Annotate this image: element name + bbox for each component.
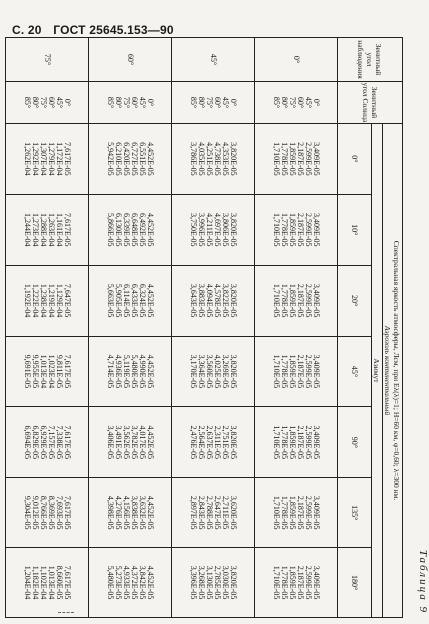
sun-angle: 45°	[55, 96, 64, 109]
value: 4,714E-05	[106, 354, 115, 389]
value: 6,420E-05	[122, 142, 131, 176]
value: 2,785E-05	[213, 565, 222, 600]
sun-angle: 85°	[23, 96, 32, 109]
view-angle-cell: 45°	[172, 38, 255, 82]
sun-angle: 60°	[130, 96, 139, 109]
value: 3,820E-05	[229, 212, 238, 247]
value: 2,843E-05	[197, 495, 206, 530]
value: 3,820E-05	[229, 565, 238, 600]
sun-angle: 80°	[114, 96, 123, 109]
value: 5,866E-05	[106, 212, 115, 247]
value: 1,710E-05	[272, 142, 281, 176]
value: 1,778E-05	[280, 565, 289, 600]
page-number: С. 20	[12, 23, 42, 37]
value: 7,338E-05	[55, 425, 64, 460]
value: 7,617E-05	[63, 354, 72, 389]
value: 9,304E-05	[23, 495, 32, 530]
value: 4,035E-05	[197, 142, 206, 176]
value: 9,955E-05	[31, 354, 40, 389]
value-cell	[255, 123, 338, 194]
value: 5,480E-05	[106, 565, 115, 600]
value-cell	[89, 407, 172, 478]
value: 3,842E-05	[138, 565, 147, 600]
value: 5,663E-05	[106, 283, 115, 318]
value: 3,409E-05	[312, 495, 321, 530]
document-code: ГОСТ 25645.153—90	[53, 23, 174, 37]
sun-angle: 0°	[312, 98, 321, 107]
value: 1,859E-05	[288, 354, 297, 389]
value: 5,119E-05	[122, 354, 131, 389]
value: 5,480E-05	[130, 354, 139, 389]
value-cell	[89, 265, 172, 336]
value: 1,172E-04	[55, 142, 64, 176]
sun-angle: 75°	[39, 96, 48, 109]
value: 3,409E-05	[312, 283, 321, 318]
value: 1,182E-04	[31, 565, 40, 600]
value: 9,012E-05	[31, 495, 40, 530]
value: 6,324E-05	[138, 283, 147, 318]
value: 3,269E-05	[221, 354, 230, 389]
value: 8,660E-05	[55, 565, 64, 600]
value: 3,409E-05	[312, 212, 321, 247]
value: 1,262E-04	[23, 142, 32, 176]
sun-angle: 75°	[288, 96, 297, 109]
value-cell	[172, 123, 255, 194]
value: 2,637E-05	[205, 425, 214, 460]
value: 7,647E-05	[63, 283, 72, 318]
value-cell	[255, 265, 338, 336]
value: 7,617E-05	[63, 495, 72, 530]
value: 2,187E-05	[296, 142, 305, 176]
sun-angles-cell	[89, 81, 172, 123]
value: 1,023E-04	[47, 354, 56, 389]
sun-angles-cell	[255, 81, 338, 123]
view-angle-cell: 75°	[6, 38, 89, 82]
azimuth-col-header: 135°	[338, 478, 372, 548]
value: 1,013E-04	[39, 354, 48, 389]
value: 1,102E-04	[39, 565, 48, 600]
value: 3,409E-05	[312, 425, 321, 460]
sun-angle: 45°	[138, 96, 147, 109]
value: 3,820E-05	[229, 425, 238, 460]
azimuth-col-header: 20°	[338, 265, 372, 336]
sun-angle: 0°	[146, 98, 155, 107]
rotated-table-block	[5, 37, 429, 618]
value: 1,778E-05	[280, 142, 289, 176]
table-group-row	[255, 38, 338, 618]
view-angle-cell: 0°	[255, 38, 338, 82]
value: 2,751E-05	[221, 425, 230, 460]
value: 9,691E-05	[23, 354, 32, 389]
value: 1,710E-05	[272, 565, 281, 600]
value-cell	[89, 336, 172, 407]
value: 6,210E-05	[114, 142, 123, 176]
value: 1,279E-04	[47, 142, 56, 176]
value-cell	[172, 336, 255, 407]
value: 2,187E-05	[296, 354, 305, 389]
value: 5,942E-05	[106, 142, 115, 176]
value: 3,364E-05	[197, 354, 206, 389]
value: 3,643E-05	[189, 283, 198, 318]
value: 2,599E-05	[304, 495, 313, 530]
value: 1,307E-04	[39, 142, 48, 176]
value: 3,996E-05	[197, 212, 206, 247]
value: 1,859E-05	[288, 283, 297, 318]
value: 3,560E-05	[205, 354, 214, 389]
value: 6,130E-05	[114, 212, 123, 247]
value: 3,491E-05	[114, 425, 123, 460]
sun-angle: 60°	[47, 96, 56, 109]
value-cell	[89, 123, 172, 194]
table-title-line1: Спектральная яркость атмосферы, Лсм, при Еλ(λ)=1; Н=60 км, φ=0,60; λ=300 нм.	[392, 240, 402, 501]
value: 2,187E-05	[296, 565, 305, 600]
value-cell	[6, 478, 89, 548]
value: 7,617E-05	[63, 212, 72, 247]
value: 1,710E-05	[272, 495, 281, 530]
sun-angle: 45°	[304, 96, 313, 109]
value: 1,192E-04	[23, 283, 32, 318]
value: 3,406E-05	[106, 425, 115, 460]
value: 2,599E-05	[304, 354, 313, 389]
value: 9,811E-05	[55, 354, 64, 389]
value: 6,492E-05	[138, 212, 147, 247]
value: 1,859E-05	[288, 425, 297, 460]
value: 2,564E-05	[197, 425, 206, 460]
value: 4,094E-05	[205, 283, 214, 318]
value: 4,372E-05	[130, 565, 139, 600]
value: 3,409E-05	[312, 354, 321, 389]
sun-angle: 0°	[229, 98, 238, 107]
value: 2,187E-05	[296, 495, 305, 530]
value: 3,820E-05	[229, 354, 238, 389]
value: 3,820E-05	[229, 142, 238, 176]
value: 1,263E-04	[47, 212, 56, 247]
value: 1,778E-05	[280, 212, 289, 247]
value-cell	[6, 265, 89, 336]
value: 4,990E-05	[138, 354, 147, 389]
value: 1,778E-05	[280, 354, 289, 389]
value: 2,187E-05	[296, 212, 305, 247]
value: 4,697E-05	[213, 212, 222, 247]
value: 3,822E-05	[221, 283, 230, 318]
value: 7,617E-05	[63, 425, 72, 460]
view-angle-cell: 60°	[89, 38, 172, 82]
value: 3,562E-05	[122, 425, 131, 460]
value: 1,292E-04	[31, 142, 40, 176]
value: 3,030E-05	[221, 565, 230, 600]
value: 1,859E-05	[288, 142, 297, 176]
value-cell	[6, 548, 89, 618]
value: 3,409E-05	[312, 565, 321, 600]
value: 6,694E-05	[23, 425, 32, 460]
table-title	[383, 123, 403, 617]
value: 2,599E-05	[304, 212, 313, 247]
value: 1,288E-04	[39, 212, 48, 247]
value-cell	[6, 407, 89, 478]
sun-angle: 75°	[205, 96, 214, 109]
value: 1,219E-04	[47, 283, 56, 318]
value: 4,452E-05	[146, 495, 155, 530]
value: 3,750E-05	[189, 212, 198, 247]
value: 4,936E-05	[114, 354, 123, 389]
value: 3,632E-05	[138, 495, 147, 530]
value: 7,617E-05	[63, 142, 72, 176]
sun-angles-cell	[6, 81, 89, 123]
value: 1,710E-05	[272, 212, 281, 247]
value-cell	[172, 407, 255, 478]
value: 7,617E-05	[63, 565, 72, 600]
value: 1,859E-05	[288, 565, 297, 600]
value: 4,452E-05	[146, 212, 155, 247]
value: 3,396E-05	[189, 565, 198, 600]
value: 1,710E-05	[272, 354, 281, 389]
value: 7,693E-05	[55, 495, 64, 530]
value-cell	[172, 548, 255, 618]
value: 4,933E-05	[122, 565, 131, 600]
value: 6,727E-05	[130, 142, 139, 176]
value: 1,710E-05	[272, 283, 281, 318]
value: 2,647E-05	[213, 495, 222, 530]
sun-angle: 75°	[122, 96, 131, 109]
sun-angle: 60°	[296, 96, 305, 109]
value: 6,339E-05	[122, 212, 131, 247]
table-group-row	[172, 38, 255, 618]
value-cell	[6, 194, 89, 265]
value-cell	[255, 194, 338, 265]
value: 2,599E-05	[304, 142, 313, 176]
value: 4,353E-05	[221, 142, 230, 176]
footer-rule	[58, 612, 74, 613]
value-cell	[6, 336, 89, 407]
sun-angle: 85°	[106, 96, 115, 109]
value-cell	[172, 194, 255, 265]
sun-angle: 60°	[213, 96, 222, 109]
table-group-row	[6, 38, 89, 618]
value-cell	[89, 548, 172, 618]
table-title-line2: Аэрозоль континентальный	[383, 325, 393, 416]
value: 6,551E-05	[138, 142, 147, 176]
sun-angle: 80°	[280, 96, 289, 109]
value: 3,268E-05	[197, 565, 206, 600]
value-cell	[89, 478, 172, 548]
value: 4,452E-05	[146, 142, 155, 176]
value: 6,433E-05	[130, 283, 139, 318]
value: 4,156E-05	[122, 495, 131, 530]
sun-angle: 80°	[31, 96, 40, 109]
value: 4,452E-05	[146, 283, 155, 318]
value: 1,238E-04	[39, 283, 48, 318]
value: 1,778E-05	[280, 425, 289, 460]
sun-angle: 80°	[197, 96, 206, 109]
value: 2,187E-05	[296, 425, 305, 460]
sun-angle: 85°	[272, 96, 281, 109]
value-cell	[6, 123, 89, 194]
value-cell	[89, 194, 172, 265]
value: 1,013E-04	[47, 565, 56, 600]
value: 1,204E-04	[23, 565, 32, 600]
value: 4,398E-05	[106, 495, 115, 530]
value: 2,711E-05	[221, 496, 230, 530]
azimuth-header: Азимут	[372, 123, 383, 617]
value: 1,161E-04	[55, 212, 64, 247]
azimuth-col-header: 10°	[338, 194, 372, 265]
value: 2,788E-05	[205, 495, 214, 530]
value: 7,157E-05	[47, 425, 56, 460]
value-cell	[255, 548, 338, 618]
col-view-angle-header: Зенитный угол наблюдения	[338, 38, 403, 82]
sun-angle: 0°	[63, 98, 72, 107]
value: 2,897E-05	[189, 495, 198, 530]
value: 4,452E-05	[146, 565, 155, 600]
value: 1,859E-05	[288, 212, 297, 247]
value: 2,599E-05	[304, 283, 313, 318]
value: 1,222E-04	[31, 283, 40, 318]
value: 1,778E-05	[280, 283, 289, 318]
sun-angle: 85°	[189, 96, 198, 109]
value: 3,883E-05	[197, 283, 206, 318]
value: 3,782E-05	[130, 425, 139, 460]
value: 8,369E-05	[47, 495, 56, 530]
value-cell	[255, 407, 338, 478]
value: 6,648E-05	[130, 212, 139, 247]
value: 3,130E-05	[205, 565, 214, 600]
value: 3,838E-05	[130, 495, 139, 530]
value: 2,599E-05	[304, 425, 313, 460]
value: 6,829E-05	[31, 425, 40, 460]
table-label: Таблица 9	[417, 549, 429, 614]
value: 5,905E-05	[114, 283, 123, 318]
value: 4,017E-05	[138, 425, 147, 460]
value: 4,738E-05	[213, 142, 222, 176]
value: 2,599E-05	[304, 565, 313, 600]
value: 1,244E-04	[23, 212, 32, 247]
value: 2,187E-05	[296, 283, 305, 318]
value: 3,820E-05	[229, 283, 238, 318]
value: 4,578E-05	[213, 283, 222, 318]
value-cell	[255, 478, 338, 548]
value: 6,929E-05	[39, 425, 48, 460]
value: 6,114E-05	[122, 283, 131, 318]
value-cell	[172, 265, 255, 336]
value: 3,786E-05	[189, 142, 198, 176]
value: 4,211E-05	[205, 213, 214, 247]
col-sun-angle-header: Зенитный угол Солнца	[338, 81, 403, 123]
value: 2,311E-05	[213, 425, 222, 459]
azimuth-col-header: 90°	[338, 407, 372, 478]
value-cell	[172, 478, 255, 548]
value-cell	[255, 336, 338, 407]
data-table	[5, 37, 403, 618]
sun-angle: 45°	[221, 96, 230, 109]
value: 3,806E-05	[221, 212, 230, 247]
sun-angles-cell	[172, 81, 255, 123]
value: 3,620E-05	[229, 495, 238, 530]
value: 4,251E-05	[205, 142, 214, 176]
value: 5,273E-05	[114, 565, 123, 600]
value: 4,452E-05	[146, 354, 155, 389]
value: 3,409E-05	[312, 142, 321, 176]
value: 1,710E-05	[272, 425, 281, 460]
value: 1,859E-05	[288, 495, 297, 530]
azimuth-col-header: 45°	[338, 336, 372, 407]
table-group-row	[89, 38, 172, 618]
value: 1,273E-04	[31, 212, 40, 247]
value: 1,778E-05	[280, 495, 289, 530]
value: 1,129E-04	[55, 283, 64, 318]
page-header	[12, 23, 174, 37]
value: 4,452E-05	[146, 425, 155, 460]
value: 8,766E-05	[39, 495, 48, 530]
azimuth-col-header: 180°	[338, 548, 372, 618]
value: 4,025E-05	[213, 354, 222, 389]
value: 2,476E-05	[189, 425, 198, 460]
azimuth-col-header: 0°	[338, 123, 372, 194]
value: 3,170E-05	[189, 354, 198, 389]
value: 4,276E-05	[114, 495, 123, 530]
